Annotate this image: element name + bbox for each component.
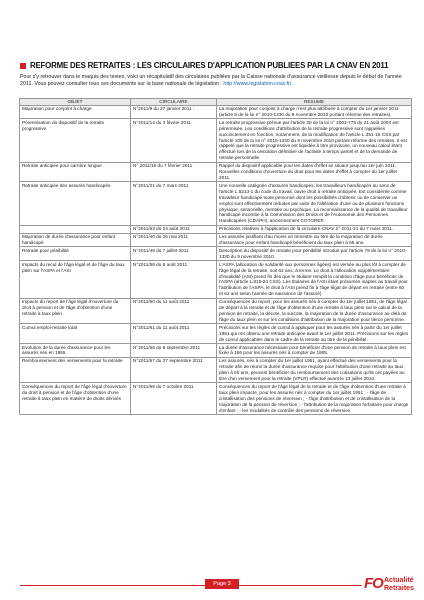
cell-circulaire: N° 2011/16 du 7 février 2011 — [131, 162, 217, 182]
cell-circulaire: N°2011/69 du 7 octobre 2011 — [131, 383, 217, 415]
cell-resume: Description du dispositif de retraite pour pénibilité introduit par l'article 79 de la loi n° 2010-1330 du 9 novembre 2010. — [217, 247, 412, 261]
cell-resume: Conséquences du report, pour les assurés nés à compter du 1er juillet 1951, de l'âge légal de départ à la retraite et de l'âge d'obtention d'une retraite à taux plein sur le calcul de la pension de retraite, la décote, la surcote, la majoration de la durée d'assurance au-delà de l'âge du taux plein et sur les conditions d'attribution de la majoration pour tierce personne. — [217, 298, 412, 324]
cell-objet: Retraite anticipée pour carrière longue — [20, 162, 131, 182]
logo-text-actualite: Actualité — [384, 577, 414, 584]
table-row — [20, 233, 412, 247]
cell-circulaire: N°2011/21 du 7 mars 2011 — [131, 182, 217, 225]
table-row — [20, 162, 412, 182]
cell-circulaire: N°2011/58 du 8 août 2011 — [131, 261, 217, 298]
cell-resume: La durée d'assurance nécessaire pour bénéficier d'une pension de retraite à taux plein est fixée à 166 pour les assurés nés à compter de 1955. — [217, 344, 412, 358]
cell-objet: Conséquences du report de l'âge légal d'ouverture du droit à pension et de l'âge d'obtention d'une retraite à taux plein en matière de droits dérivés — [20, 383, 131, 415]
section-heading — [20, 61, 412, 70]
cell-objet: Impacts du report de l'âge légal d'ouverture du droit à pension et de l'âge d'obtention d'une retraite à taux plein — [20, 298, 131, 324]
cell-resume: Conséquences du report de l'âge légal de la retraite et de l'âge d'obtention d'une retraite à taux plein impacte, pour les assurés nés à compter du 1er juillet 1951 : - l'âge de cristallisation des pensions de réversion ; - l'âge d'attribution et de cristallisation de la majoration de la pension de réversion ; - l'attribution de la majoration forfaitaire pour charge d'enfant ; - les modalités de contrôle des pensions de réversion. — [217, 383, 412, 415]
cell-resume: Les assurés, nés à compter du 1er juillet 1951, ayant effectué des versements pour la retraite afin de réunir la durée d'assurance requise pour l'attribution d'une retraite au taux plein à 60 ans, peuvent bénéficier du remboursement des cotisations qu'ils ont payées au titre d'un versement pour la retraite (VPLR) effectué avant le 13 juillet 2010. — [217, 357, 412, 383]
header-resume: RESUME — [217, 99, 412, 106]
fo-actualite-retraites-logo — [364, 575, 420, 597]
header-circulaire: CIRCULAIRE — [131, 99, 217, 106]
cell-circulaire: N°2011/40 du 26 mai 2011 — [131, 233, 217, 247]
cell-circulaire: N°2011/9 du 27 janvier 2011 : — [131, 105, 217, 119]
table-row — [20, 383, 412, 415]
table-row — [20, 225, 412, 233]
red-square-bullet-icon — [20, 63, 26, 69]
cell-resume: Rappel du dispositif applicable pour les dates d'effet se situant jusqu'au 1er juin 2011. Nouvelles conditions d'ouverture du droit pour les dates d'effet à compter du 1er juillet 2011. — [217, 162, 412, 182]
cell-circulaire: N°2011/66 du 8 septembre 2011 — [131, 344, 217, 358]
cell-objet: Majoration pour conjoint à charge — [20, 105, 131, 119]
table-row — [20, 324, 412, 344]
cell-resume: L'ASPA (allocation de solidarité aux personnes âgées) est versée au plus tôt à compter de l'âge légal de la retraite, soit 62 ans, à terme. Le droit à l'allocation supplémentaire d'invalidité (ASI) prend fin dès que le titulaire remplit la condition d'âge pour bénéficier de l'ASPA (article L.815-24 CSS). Les titulaires de l'ASI étant présumés inaptes au travail pour l'attribution de l'ASPA, le droit à l'ASI prend fin à l'âge légal de départ en retraite (entre 60 et 62 ans selon l'année de naissance de l'assuré). — [217, 261, 412, 298]
table-row — [20, 182, 412, 225]
cell-objet: Pérennisation du dispositif de la retraite progressive — [20, 119, 131, 162]
cell-circulaire: N°2011/14 du 3 février 2011 — [131, 119, 217, 162]
cell-objet — [20, 225, 131, 233]
cell-objet: Majoration de durée d'assurance pour enfant handicapé — [20, 233, 131, 247]
intro-text: Pour s'y retrouver dans le maquis des textes, voici un récapitulatif des circulaires publiées par la Caisse nationale d'assurance vieillesse depuis le début de l'année 2011. Vous pouvez consulter tous ces documents sur la base nationale de législation : — [20, 74, 402, 87]
cell-objet: Cumul emploi-retraite total — [20, 324, 131, 344]
header-objet: OBJET — [20, 99, 131, 106]
circulars-table — [19, 98, 412, 415]
table-row — [20, 344, 412, 358]
cell-circulaire: N°2011/49 du 7 juillet 2011 — [131, 247, 217, 261]
footer-rule — [20, 585, 362, 586]
cell-objet: Retraite anticipée des assurés handicapés — [20, 182, 131, 225]
cell-resume: Précisions relatives à l'application de la circulaire CNAV n° 2011-21 du 7 mars 2011. — [217, 225, 412, 233]
cell-objet: Impacts du recul de l'âge légal et de l'âge du taux plein sur l'ASPA et l'ASI — [20, 261, 131, 298]
cell-objet: Retraite pour pénibilité — [20, 247, 131, 261]
table-row — [20, 119, 412, 162]
table-row — [20, 261, 412, 298]
cell-circulaire: N°2011/63 du 23 août 2011 — [131, 225, 217, 233]
cell-circulaire: N°2011/60 du 11 août 2011 — [131, 298, 217, 324]
cell-objet: Remboursement des versements pour la retraite — [20, 357, 131, 383]
cell-circulaire: N°2011/67 du 27 septembre 2011 — [131, 357, 217, 383]
heading-title: REFORME DES RETRAITES : LES CIRCULAIRES D'APPLICATION PUBLIEES PAR LA CNAV EN 2011 — [30, 61, 389, 70]
page-number: Page 3 — [205, 579, 239, 589]
page-footer — [0, 574, 424, 600]
cell-objet: Evolution de la durée d'assurance pour les assurés nés en 1955 — [20, 344, 131, 358]
table-row — [20, 357, 412, 383]
intro-paragraph — [20, 74, 408, 88]
fo-logo-mark: FO — [364, 575, 383, 592]
cell-resume: Les assurés justifiant d'au moins un trimestre au titre de la majoration de durée d'assurance pour enfant handicapé bénéficient du taux plein à 65 ans. — [217, 233, 412, 247]
table-row — [20, 247, 412, 261]
cell-resume: Précisions sur les règles de cumul à appliquer pour les assurés nés à partir du 1er juillet 1951 qui ont obtenu une retraite anticipée avant le 1er juillet 2011. Précisions sur les règles de cumul applicables dans le cadre de la retraite au titre de la pénibilité. — [217, 324, 412, 344]
cell-resume: Une nouvelle catégorie d'assurés handicapés, les travailleurs handicapés au sens de l'article L.5213-1 du code du travail, ouvre droit à retraite anticipée. Est considérée comme travailleur handicapé toute personne dont les possibilités d'obtenir ou de conserver un emploi sont effectivement réduites par suite de l'altération d'une ou de plusieurs fonctions physique, sensorielle, mentale ou psychique. La reconnaissance de la qualité de travailleur handicapé incombe à la Commission des Droits et de l'Autonomie des Personnes Handicapées (CDAPH), anciennement COTOREP. — [217, 182, 412, 225]
cell-circulaire: N°2011/61 du 11 août 2011 — [131, 324, 217, 344]
legislation-link[interactable]: http://www.legislation.cnav.fr/. — [223, 81, 293, 87]
table-row — [20, 105, 412, 119]
cell-resume: La majoration pour conjoint à charge n'est plus attribuée à compter du 1er janvier 2011 (article 5 de la loi n° 2010-1330 du 9 novembre 2010 portant réforme des retraites). — [217, 105, 412, 119]
cell-resume: La retraite progressive prévue par l'article 30 de la loi n° 2003-775 du 21 août 2003 est pérennisée. Les conditions d'attribution de la retraite progressive sont rappelées succinctement en fonction, notamment, de la modification de l'article L.351-15 CSS par l'article 105 de la loi n° 2010-1330 du 9 novembre 2010 portant réforme des retraites. Il est rappelé que la retraite progressive est liquidée à titre provisoire, un nouveau calcul étant effectué lors de la cessation définitive de l'activité à temps partiel et de la demande de retraite personnelle. — [217, 119, 412, 162]
logo-text-retraites: Retraites — [384, 585, 414, 592]
table-row — [20, 298, 412, 324]
